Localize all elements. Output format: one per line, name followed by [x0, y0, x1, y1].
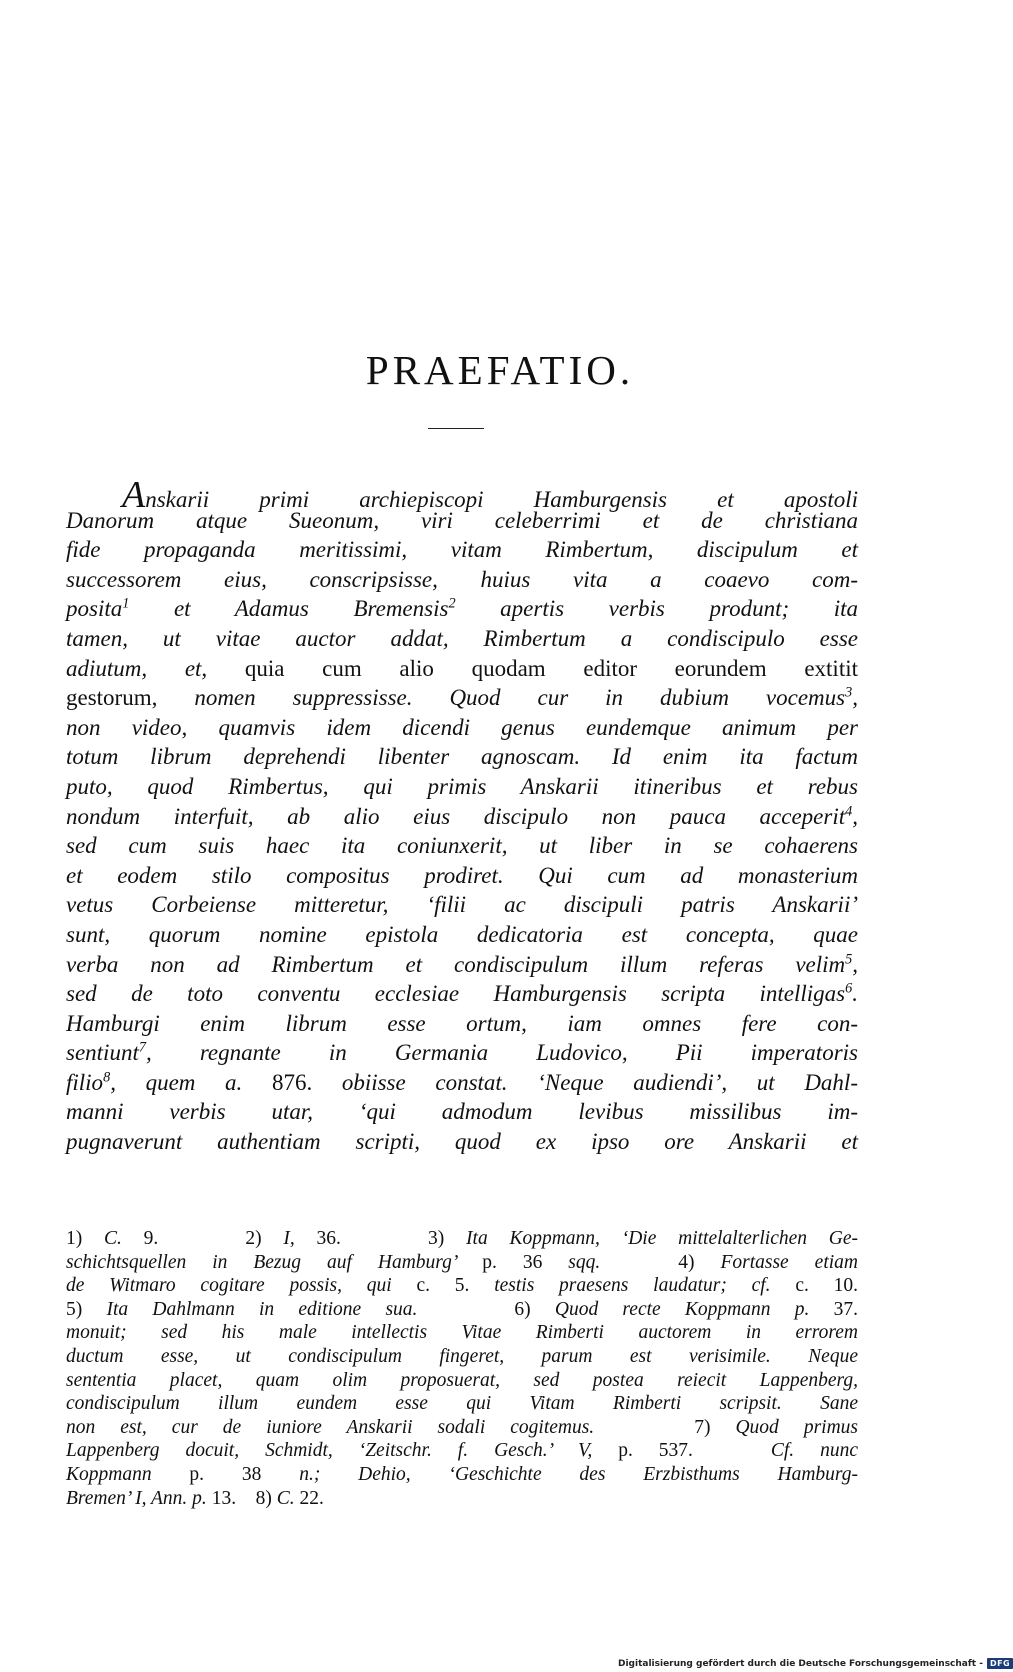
- footnote-line: Bremen’ I, Ann. p. 13. 8) C. 22.: [66, 1487, 324, 1509]
- footnote-line: ductum esse, ut condiscipulum fingeret, parum est verisimile. Neque: [66, 1345, 858, 1367]
- footnote-line: Lappenberg docuit, Schmidt, ‘Zeitschr. f. Gesch.’ V, p. 537. Cf. nunc: [66, 1440, 858, 1462]
- body-line: nondum interfuit, ab alio eius discipulo non pauca acceperit$^4$,: [66, 802, 858, 829]
- body-line: fide propaganda meritissimi, vitam Rimbertum, discipulum et: [66, 537, 858, 563]
- body-line: manni verbis utar, ‘qui admodum levibus missilibus im-: [66, 1099, 858, 1125]
- body-line: pugnaverunt authentiam scripti, quod ex ipso ore Anskarii et: [66, 1129, 858, 1155]
- body-text: [66, 476, 858, 1157]
- body-line: Anskarii primi archiepiscopi Hamburgensis et apostoli: [122, 474, 858, 516]
- body-line: et eodem stilo compositus prodiret. Qui cum ad monasterium: [66, 862, 858, 888]
- body-line: sed cum suis haec ita coniunxerit, ut liber in se cohaerens: [66, 833, 858, 859]
- body-line: non video, quamvis idem dicendi genus eundemque animum per: [66, 714, 858, 740]
- body-line: Hamburgi enim librum esse ortum, iam omnes fere con-: [66, 1010, 858, 1036]
- body-line: sunt, quorum nomine epistola dedicatoria est concepta, quae: [66, 921, 858, 947]
- footnote-line: Koppmann p. 38 n.; Dehio, ‘Geschichte des Erzbisthums Hamburg-: [66, 1463, 859, 1485]
- footnote-line: sententia placet, quam olim proposuerat, sed postea reiecit Lappenberg,: [66, 1369, 858, 1391]
- body-line: sed de toto conventu ecclesiae Hamburgensis scripta intelligas$^6$.: [66, 980, 858, 1007]
- body-line: verba non ad Rimbertum et condiscipulum illum referas velim$^5$,: [66, 950, 858, 977]
- body-line: vetus Corbeiense mitteretur, ‘filii ac discipuli patris Anskarii’: [66, 892, 858, 918]
- page-title: PRAEFATIO.: [365, 347, 635, 393]
- title-rule: [428, 428, 484, 429]
- footnote-line: monuit; sed his male intellectis Vitae Rimberti auctorem in errorem: [66, 1322, 858, 1344]
- footnotes: [66, 1227, 858, 1510]
- dfg-logo-icon: DFG: [987, 1658, 1013, 1669]
- body-line: filio$^8$, quem a. 876. obiisse constat. ‘Neque audiendi’, ut Dahl-: [66, 1069, 858, 1095]
- body-line: sentiunt$^7$, regnante in Germania Ludovico, Pii imperatoris: [66, 1039, 858, 1066]
- body-line: adiutum, et, quia cum alio quodam editor eorundem extitit: [66, 655, 858, 681]
- footnote-line: 5) Ita Dahlmann in editione sua. 6) Quod recte Koppmann p. 37.: [66, 1298, 859, 1320]
- body-line: tamen, ut vitae auctor addat, Rimbertum a condiscipulo esse: [66, 625, 858, 651]
- body-line: Danorum atque Sueonum, viri celeberrimi et de christiana: [66, 507, 858, 533]
- body-line: successorem eius, conscripsisse, huius vita a coaevo com-: [66, 566, 858, 592]
- footnote-line: de Witmaro cogitare possis, qui c. 5. testis praesens laudatur; cf. c. 10.: [66, 1275, 859, 1297]
- footnote-line: schichtsquellen in Bezug auf Hamburg’ p. 36 sqq. 4) Fortasse etiam: [66, 1251, 858, 1273]
- footnote-line: condiscipulum illum eundem esse qui Vitam Rimberti scripsit. Sane: [66, 1393, 858, 1415]
- credit-text: Digitalisierung gefördert durch die Deutsche Forschungsgemeinschaft -: [618, 1658, 983, 1669]
- body-line: puto, quod Rimbertus, qui primis Anskarii itineribus et rebus: [66, 773, 858, 799]
- footnote-line: non est, cur de iuniore Anskarii sodali cogitemus. 7) Quod primus: [66, 1416, 858, 1438]
- body-line: gestorum, nomen suppressisse. Quod cur in dubium vocemus$^3$,: [66, 684, 858, 711]
- footnote-line: 1) C. 9. 2) I, 36. 3) Ita Koppmann, ‘Die mittelalterlichen Ge-: [66, 1228, 858, 1249]
- body-line: totum librum deprehendi libenter agnoscam. Id enim ita factum: [66, 744, 858, 770]
- body-line: posita$^1$ et Adamus Bremensis$^2$ apertis verbis produnt; ita: [66, 595, 858, 622]
- digitization-credit: [618, 1656, 1011, 1671]
